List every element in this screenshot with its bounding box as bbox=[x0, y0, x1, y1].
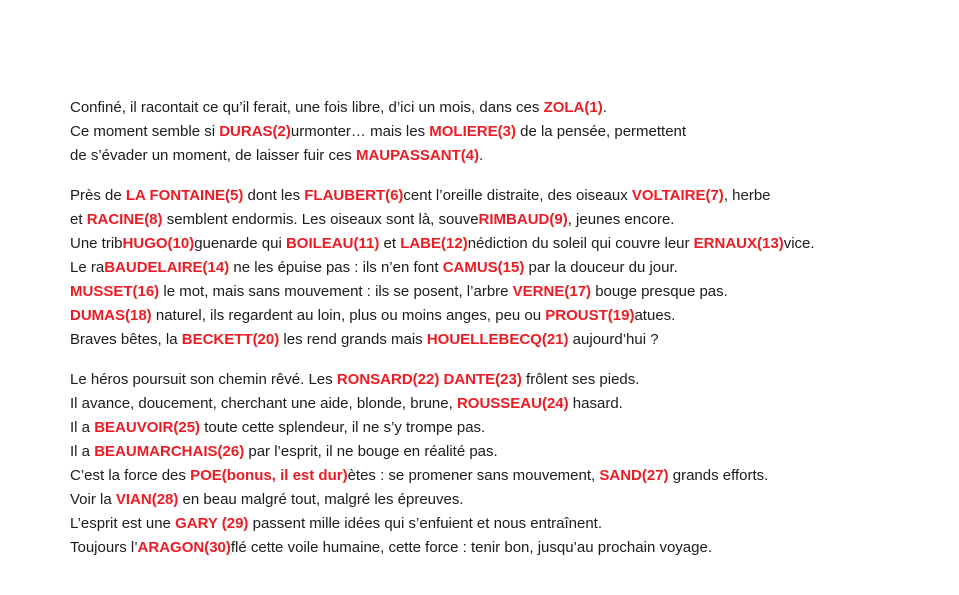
text-run: passent mille idées qui s’enfuient et nous entraînent. bbox=[248, 515, 602, 532]
text-line bbox=[70, 232, 950, 256]
author-answer: RACINE(8) bbox=[86, 211, 163, 228]
text-run: Près de bbox=[70, 187, 126, 204]
text-run: Confiné, il racontait ce qu’il ferait, une fois libre, d’ici un mois, dans ces bbox=[70, 99, 544, 116]
document-body bbox=[70, 96, 950, 576]
text-run: aujourd’hui ? bbox=[568, 331, 659, 348]
text-line bbox=[70, 280, 950, 304]
text-run: Toujours l’ bbox=[70, 539, 138, 556]
text-run: L’esprit est une bbox=[70, 515, 176, 532]
author-answer: ERNAUX(13) bbox=[693, 235, 784, 252]
text-line bbox=[70, 304, 950, 328]
author-answer: DURAS(2) bbox=[219, 123, 291, 140]
text-run: semblent endormis. Les oiseaux sont là, souve bbox=[162, 211, 479, 228]
text-run: et bbox=[379, 235, 401, 252]
author-answer: VIAN(28) bbox=[115, 491, 179, 508]
text-run: urmonter… mais les bbox=[290, 123, 430, 140]
text-run: dont les bbox=[243, 187, 305, 204]
text-run: Une trib bbox=[70, 235, 123, 252]
paragraph bbox=[70, 96, 950, 168]
author-answer: BEAUVOIR(25) bbox=[94, 419, 201, 436]
text-run: ètes : se promener sans mouvement, bbox=[347, 467, 600, 484]
text-line bbox=[70, 416, 950, 440]
author-answer: BOILEAU(11) bbox=[285, 235, 380, 252]
text-run: Ce moment semble si bbox=[70, 123, 220, 140]
text-run: toute cette splendeur, il ne s’y trompe pas. bbox=[200, 419, 486, 436]
text-run: de la pensée, permettent bbox=[515, 123, 687, 140]
text-run: Il a bbox=[70, 443, 95, 460]
text-run: et bbox=[70, 211, 87, 228]
author-answer: ROUSSEAU(24) bbox=[456, 395, 569, 412]
author-answer: POE(bonus, il est dur) bbox=[190, 467, 348, 484]
author-answer: MUSSET(16) bbox=[70, 283, 160, 300]
text-run: . bbox=[602, 99, 607, 116]
text-line bbox=[70, 488, 950, 512]
text-line bbox=[70, 96, 950, 120]
text-line bbox=[70, 536, 950, 560]
text-run: par la douceur du jour. bbox=[524, 259, 678, 276]
text-run: cent l’oreille distraite, des oiseaux bbox=[403, 187, 632, 204]
text-line bbox=[70, 328, 950, 352]
author-answer: HOUELLEBECQ(21) bbox=[426, 331, 569, 348]
author-answer: MAUPASSANT(4) bbox=[355, 147, 480, 164]
text-line bbox=[70, 368, 950, 392]
author-answer: DANTE(23) bbox=[443, 371, 522, 388]
text-line bbox=[70, 120, 950, 144]
author-answer: ARAGON(30) bbox=[137, 539, 231, 556]
text-run: . bbox=[479, 147, 484, 164]
text-line bbox=[70, 392, 950, 416]
author-answer: SAND(27) bbox=[599, 467, 669, 484]
text-line bbox=[70, 256, 950, 280]
author-answer: GARY (29) bbox=[175, 515, 249, 532]
author-answer: CAMUS(15) bbox=[442, 259, 525, 276]
text-run: C’est la force des bbox=[70, 467, 191, 484]
text-line bbox=[70, 208, 950, 232]
text-run: vice. bbox=[783, 235, 815, 252]
text-run: flé cette voile humaine, cette force : tenir bon, jusqu’au prochain voyage. bbox=[230, 539, 712, 556]
text-line bbox=[70, 184, 950, 208]
author-answer: ZOLA(1) bbox=[543, 99, 603, 116]
text-run: Il a bbox=[70, 419, 95, 436]
text-line bbox=[70, 464, 950, 488]
text-run: les rend grands mais bbox=[279, 331, 427, 348]
author-answer: VOLTAIRE(7) bbox=[631, 187, 724, 204]
text-run: guenarde qui bbox=[194, 235, 286, 252]
author-answer: HUGO(10) bbox=[122, 235, 195, 252]
text-run: atues. bbox=[634, 307, 676, 324]
author-answer: DUMAS(18) bbox=[70, 307, 152, 324]
text-run: grands efforts. bbox=[668, 467, 769, 484]
text-run: Il avance, doucement, cherchant une aide, blonde, brune, bbox=[70, 395, 457, 412]
text-run: Voir la bbox=[70, 491, 116, 508]
text-run: frôlent ses pieds. bbox=[521, 371, 640, 388]
text-run: Le héros poursuit son chemin rêvé. Les bbox=[70, 371, 337, 388]
text-run: en beau malgré tout, malgré les épreuves. bbox=[178, 491, 464, 508]
author-answer: LA FONTAINE(5) bbox=[125, 187, 244, 204]
text-run: Le ra bbox=[70, 259, 105, 276]
text-run: nédiction du soleil qui couvre leur bbox=[467, 235, 694, 252]
text-run: bouge presque pas. bbox=[591, 283, 728, 300]
text-run: hasard. bbox=[568, 395, 623, 412]
author-answer: LABE(12) bbox=[400, 235, 468, 252]
text-run: par l’esprit, il ne bouge en réalité pas. bbox=[244, 443, 498, 460]
author-answer: RONSARD(22) bbox=[336, 371, 440, 388]
author-answer: BAUDELAIRE(14) bbox=[104, 259, 230, 276]
text-run: Braves bêtes, la bbox=[70, 331, 182, 348]
text-run: de s’évader un moment, de laisser fuir ces bbox=[70, 147, 356, 164]
author-answer: BECKETT(20) bbox=[181, 331, 280, 348]
text-line bbox=[70, 512, 950, 536]
author-answer: FLAUBERT(6) bbox=[304, 187, 404, 204]
text-line bbox=[70, 440, 950, 464]
text-run: naturel, ils regardent au loin, plus ou moins anges, peu ou bbox=[151, 307, 546, 324]
author-answer: PROUST(19) bbox=[545, 307, 635, 324]
author-answer: VERNE(17) bbox=[512, 283, 592, 300]
text-run: ne les épuise pas : ils n’en font bbox=[229, 259, 443, 276]
paragraph bbox=[70, 368, 950, 560]
paragraph bbox=[70, 184, 950, 352]
author-answer: MOLIERE(3) bbox=[429, 123, 516, 140]
author-answer: BEAUMARCHAIS(26) bbox=[94, 443, 245, 460]
text-run: le mot, mais sans mouvement : ils se posent, l’arbre bbox=[159, 283, 513, 300]
text-run: , jeunes encore. bbox=[567, 211, 675, 228]
text-run: , herbe bbox=[723, 187, 771, 204]
author-answer: RIMBAUD(9) bbox=[478, 211, 568, 228]
text-line bbox=[70, 144, 950, 168]
